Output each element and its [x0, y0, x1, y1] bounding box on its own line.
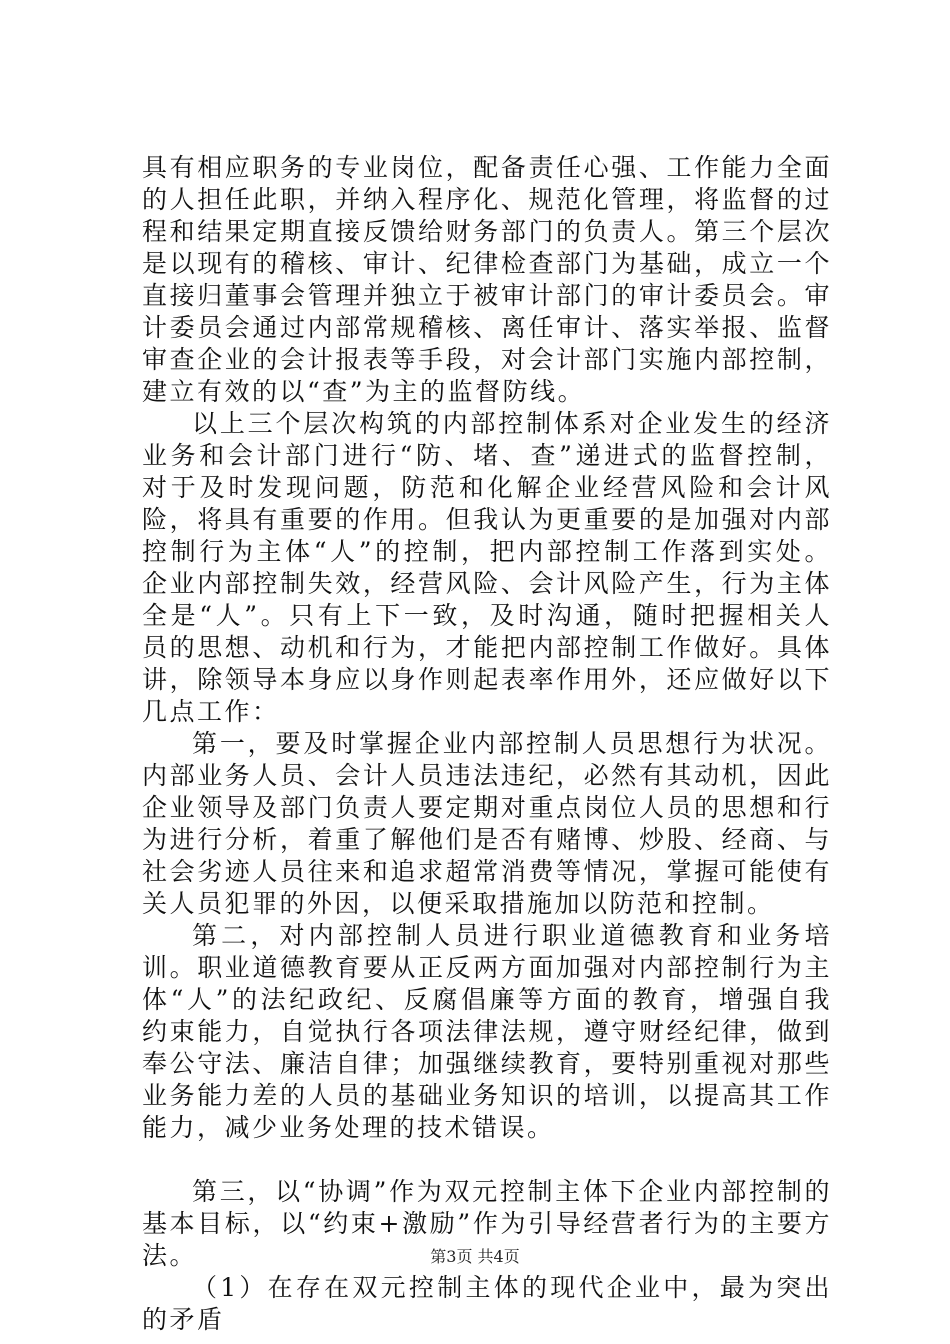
paragraph-three-levels-summary: 以上三个层次构筑的内部控制体系对企业发生的经济业务和会计部门进行“防、堵、查”递进式的监督控制，对于及时发现问题，防范和化解企业经营风险和会计风险，将具有重要的作用。但我认为更重要的是加强对内部控制行为主体“人”的控制，把内部控制工作落到实处。企业内部控制失效，经营风险、会计风险产生，行为主体全是“人”。只有上下一致，及时沟通，随时把握相关人员的思想、动机和行为，才能把内部控制工作做好。具体讲，除领导本身应以身作则起表率作用外，还应做好以下几点工作： [142, 409, 832, 726]
paragraph-first-point: 第一，要及时掌握企业内部控制人员思想行为状况。内部业务人员、会计人员违法违纪，必然有其动机，因此企业领导及部门负责人要定期对重点岗位人员的思想和行为进行分析，着重了解他们是否有赌博、炒股、经商、与社会劣迹人员往来和追求超常消费等情况，掌握可能使有关人员犯罪的外因，以便采取措施加以防范和控制。 [142, 729, 832, 918]
paragraph-item-1: （1）在存在双元控制主体的现代企业中，最为突出的矛盾 [142, 1273, 832, 1334]
page-number-footer: 第3页 共4页 [430, 1247, 520, 1266]
paragraph-third-point: 第三，以“协调”作为双元控制主体下企业内部控制的基本目标，以“约束+激励”作为引导经营者行为的主要方法。 [142, 1177, 832, 1270]
paragraph-second-point: 第二，对内部控制人员进行职业道德教育和业务培训。职业道德教育要从正反两方面加强对内部控制行为主体“人”的法纪政纪、反腐倡廉等方面的教育，增强自我约束能力，自觉执行各项法律法规，遵守财经纪律，做到奉公守法、廉洁自律；加强继续教育，要特别重视对那些业务能力差的人员的基础业务知识的培训，以提高其工作能力，减少业务处理的技术错误。 [142, 921, 832, 1142]
document-body [142, 152, 832, 1336]
paragraph-continued: 具有相应职务的专业岗位，配备责任心强、工作能力全面的人担任此职，并纳入程序化、规范化管理，将监督的过程和结果定期直接反馈给财务部门的负责人。第三个层次是以现有的稽核、审计、纪律检查部门为基础，成立一个直接归董事会管理并独立于被审计部门的审计委员会。审计委员会通过内部常规稽核、离任审计、落实举报、监督审查企业的会计报表等手段，对会计部门实施内部控制，建立有效的以“查”为主的监督防线。 [142, 153, 832, 406]
